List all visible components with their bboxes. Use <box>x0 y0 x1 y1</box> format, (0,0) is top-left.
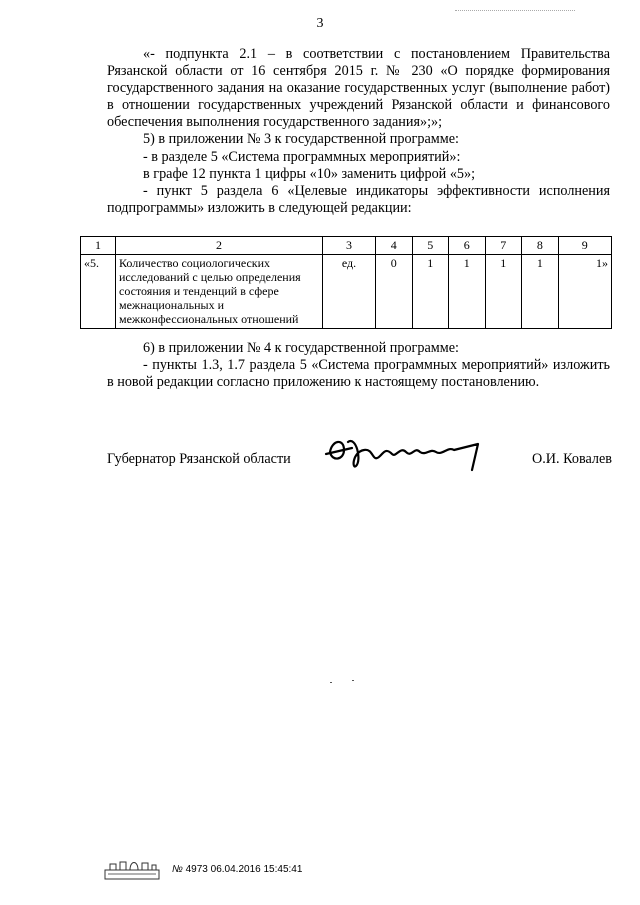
header-cell: 9 <box>558 237 611 255</box>
signatory-title: Губернатор Рязанской области <box>107 451 291 467</box>
handwritten-signature <box>322 430 492 476</box>
header-cell: 4 <box>376 237 413 255</box>
value-cell: 1 <box>449 255 486 329</box>
registry-stamp <box>104 858 160 880</box>
scan-artifact <box>330 680 370 688</box>
registration-stamp-text: 4973 06.04.2016 15:45:41 <box>185 864 303 875</box>
paragraph: в графе 12 пункта 1 цифры «10» заменить цифрой «5»; <box>143 165 476 182</box>
header-cell: 7 <box>485 237 522 255</box>
unit-cell: ед. <box>323 255 376 329</box>
indicator-table <box>80 236 612 329</box>
signatory-name: О.И. Ковалев <box>532 451 612 467</box>
indicator-name: Количество социологических исследований с целью определения состояния и тенденций в сфере межнациональных и межконфессиональных отношений <box>116 255 323 329</box>
paragraph: - пункты 1.3, 1.7 раздела 5 «Система программных мероприятий» изложить в новой редакции согласно приложению к настоящему постановлению. <box>107 357 610 391</box>
value-cell: 1 <box>485 255 522 329</box>
header-cell: 5 <box>412 237 449 255</box>
header-cell: 2 <box>116 237 323 255</box>
row-number: «5. <box>81 255 116 329</box>
header-cell: 8 <box>522 237 559 255</box>
value-cell: 1» <box>558 255 611 329</box>
page-number: 3 <box>316 16 324 31</box>
table-header-row <box>81 237 612 255</box>
paragraph: - пункт 5 раздела 6 «Целевые индикаторы эффективности исполнения подпрограммы» изложить в следующей редакции: <box>107 182 610 216</box>
value-cell: 1 <box>522 255 559 329</box>
paragraph: «- подпункта 2.1 – в соответствии с постановлением Правительства Рязанской области от 16 сентября 2015 г. № 230 «О порядке формирования государственного задания на оказание государственных услуг (выполнение работ) в отношении государственных учреждений Рязанской области и финансового обеспечения выполнения государственного задания»;»; <box>107 46 610 131</box>
value-cell: 0 <box>376 255 413 329</box>
paragraph: - в разделе 5 «Система программных мероприятий»: <box>143 148 461 165</box>
header-cell: 1 <box>81 237 116 255</box>
paragraph: 5) в приложении № 3 к государственной программе: <box>143 131 459 148</box>
value-cell: 1 <box>412 255 449 329</box>
document-body-continued <box>107 340 610 391</box>
number-sign-icon: № <box>172 864 183 875</box>
header-cell: 6 <box>449 237 486 255</box>
header-cell: 3 <box>323 237 376 255</box>
paragraph: 6) в приложении № 4 к государственной программе: <box>143 340 459 356</box>
table-row <box>81 255 612 329</box>
document-body <box>107 46 610 217</box>
registration-number <box>172 864 302 875</box>
footer <box>104 858 324 882</box>
scan-artifact <box>455 10 575 15</box>
